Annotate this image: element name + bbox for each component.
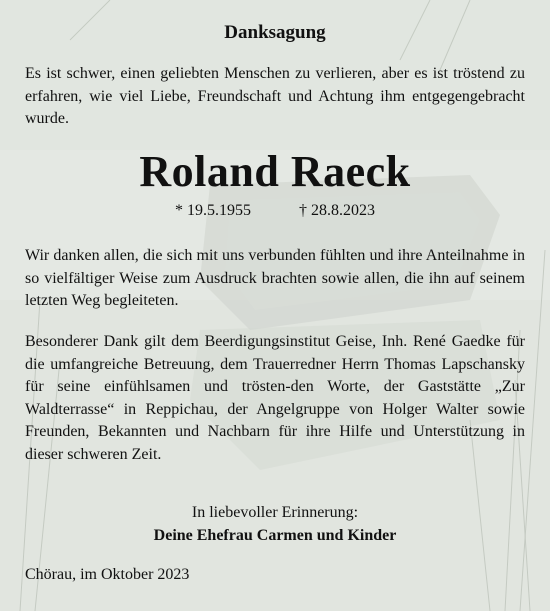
birth-date: * 19.5.1955 [175, 202, 251, 219]
intro-paragraph: Es ist schwer, einen geliebten Menschen zu verlieren, aber es ist tröstend zu erfahren, wie viel Liebe, Freundschaft und Achtung ihm entgegengebracht wurde. [25, 65, 525, 127]
special-thanks-paragraph: Besonderer Dank gilt dem Beerdigungsinstitut Geise, Inh. René Gaedke für die umfangreiche Betreuung, dem Trauerredner Herrn Thomas Lapschansky für seine einfühlsamen und trösten-den Worte, der Gaststätte „Zur Waldterrasse“ in Reppichau, der Angelgruppe von Holger Walter sowie Freunden, Bekannten und Nachbarn für ihre Hilfe und Unterstützung in dieser schweren Zeit. [25, 333, 525, 463]
deceased-name: Roland Raeck [139, 147, 411, 196]
signers: Deine Ehefrau Carmen und Kinder [153, 527, 397, 544]
general-thanks-paragraph: Wir danken allen, die sich mit uns verbunden fühlten und ihre Anteilnahme in so vielfältiger Weise zum Ausdruck brachten sowie allen, die ihn auf seinem letzten Weg begleiteten. [25, 247, 525, 309]
death-date: † 28.8.2023 [299, 202, 375, 219]
place-date: Chörau, im Oktober 2023 [25, 566, 190, 583]
life-dates [0, 202, 550, 220]
heading: Danksagung [224, 22, 326, 43]
closing-line: In liebevoller Erinnerung: [191, 504, 359, 521]
